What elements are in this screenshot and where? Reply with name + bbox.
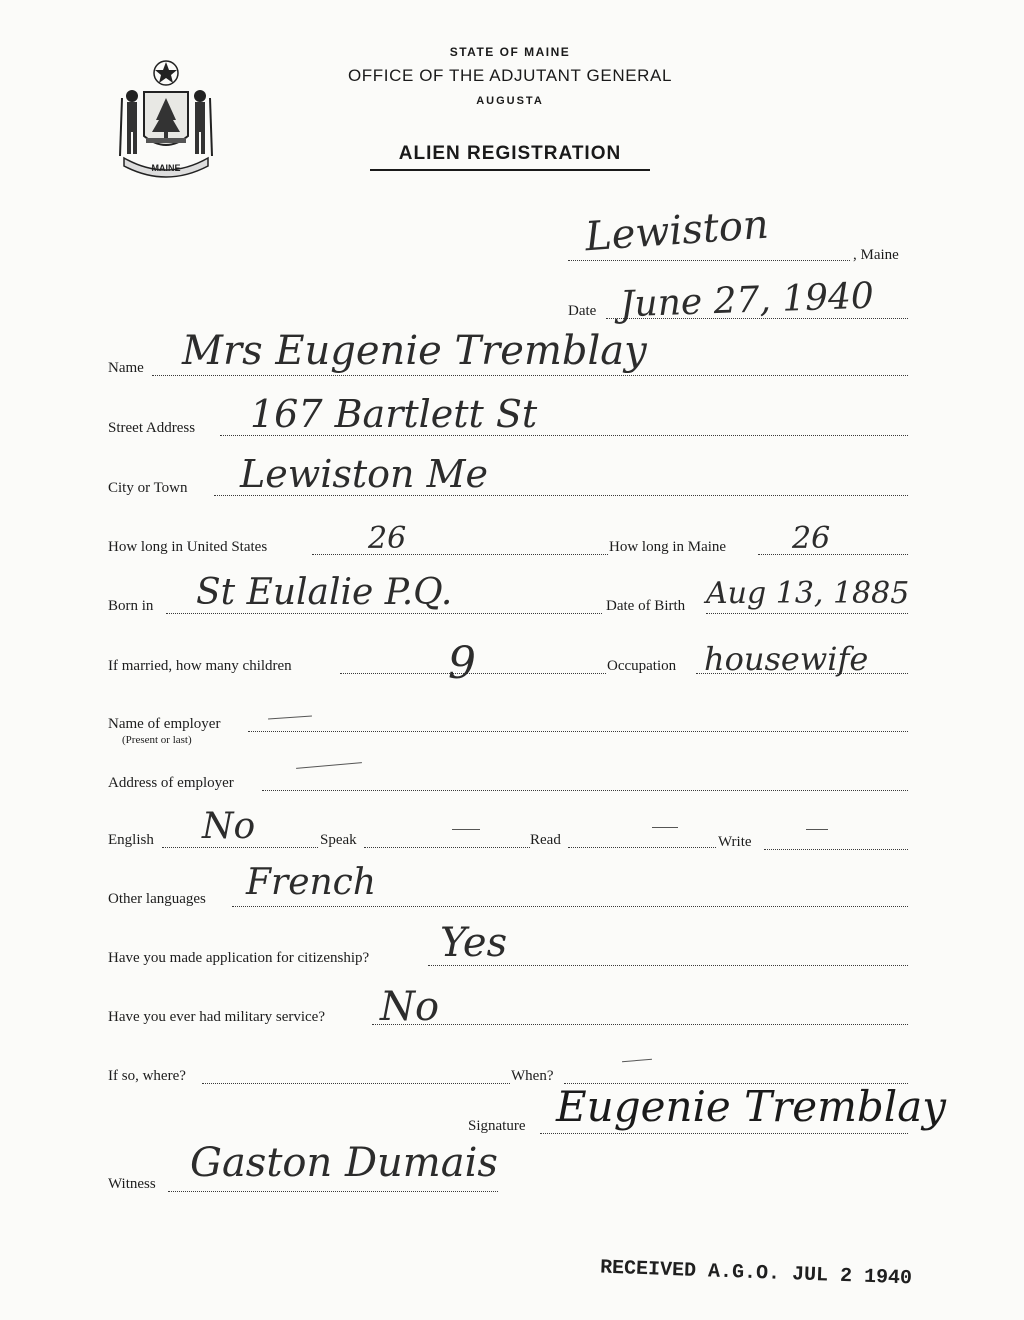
born-in-value: St Eulalie P.Q. (196, 572, 453, 613)
date-of-birth-value: Aug 13, 1885 (706, 576, 910, 611)
received-stamp: RECEIVED A.G.O. JUL 2 1940 (599, 1256, 913, 1291)
citizenship-value: Yes (440, 920, 508, 966)
occupation-label: Occupation (607, 658, 677, 674)
write-label: Write (718, 834, 752, 850)
other-languages-line (232, 906, 908, 907)
header-city: AUGUSTA (476, 95, 544, 107)
read-line (568, 847, 716, 848)
other-languages-label: Other languages (108, 891, 206, 907)
english-label: English (108, 832, 154, 848)
town-line (568, 260, 850, 261)
name-value: Mrs Eugenie Tremblay (182, 328, 647, 374)
write-dash (806, 829, 828, 830)
witness-label: Witness (108, 1176, 156, 1192)
employer-address-line (262, 790, 908, 791)
employer-dash (268, 715, 312, 719)
write-line (764, 849, 908, 850)
how-long-maine-value: 26 (792, 521, 831, 556)
if-so-where-line (202, 1083, 510, 1084)
employer-line (248, 731, 908, 732)
town-value: Lewiston (583, 201, 771, 261)
header-state: STATE OF MAINE (449, 45, 571, 59)
children-value: 9 (448, 638, 476, 689)
employer-address-label: Address of employer (108, 775, 234, 791)
signature-label: Signature (468, 1118, 526, 1134)
children-label: If married, how many children (108, 658, 292, 674)
occupation-value: housewife (704, 640, 869, 678)
title-underline (370, 169, 650, 171)
english-line (162, 847, 318, 848)
seal-label: MAINE (151, 163, 181, 173)
how-long-us-label: How long in United States (108, 539, 268, 555)
employer-address-dash (296, 762, 362, 769)
street-value: 167 Bartlett St (250, 392, 538, 436)
header-office: OFFICE OF THE ADJUTANT GENERAL (347, 66, 673, 85)
english-value: No (202, 806, 256, 847)
speak-label: Speak (320, 832, 357, 848)
when-label: When? (511, 1068, 554, 1084)
employer-sublabel: (Present or last) (122, 734, 192, 746)
speak-line (364, 847, 530, 848)
read-dash (652, 827, 678, 828)
employer-label: Name of employer (108, 716, 221, 732)
street-label: Street Address (108, 420, 196, 436)
speak-dash (452, 829, 480, 830)
how-long-maine-label: How long in Maine (609, 539, 727, 555)
city-label: City or Town (108, 480, 188, 496)
born-in-label: Born in (108, 598, 154, 614)
born-in-line (166, 613, 602, 614)
signature-value: Eugenie Tremblay (556, 1082, 946, 1131)
other-languages-value: French (246, 862, 377, 903)
when-dash (622, 1059, 652, 1063)
read-label: Read (530, 832, 561, 848)
maine-label: , Maine (853, 247, 899, 263)
date-label: Date (568, 303, 597, 319)
witness-line (168, 1191, 498, 1192)
city-value: Lewiston Me (240, 452, 489, 496)
signature-line (540, 1133, 908, 1134)
witness-value: Gaston Dumais (190, 1140, 498, 1186)
name-label: Name (108, 360, 144, 376)
name-line (152, 375, 908, 376)
form-title: ALIEN REGISTRATION (398, 143, 622, 164)
military-line (372, 1024, 908, 1025)
military-value: No (380, 984, 440, 1030)
citizenship-label: Have you made application for citizenship? (108, 950, 370, 966)
how-long-maine-line (758, 554, 908, 555)
how-long-us-line (312, 554, 608, 555)
date-of-birth-label: Date of Birth (606, 598, 686, 614)
if-so-where-label: If so, where? (108, 1068, 186, 1084)
military-label: Have you ever had military service? (108, 1009, 325, 1025)
maine-state-seal (110, 58, 222, 182)
how-long-us-value: 26 (368, 521, 407, 556)
date-value: June 27, 1940 (619, 275, 875, 326)
date-of-birth-line (706, 613, 908, 614)
